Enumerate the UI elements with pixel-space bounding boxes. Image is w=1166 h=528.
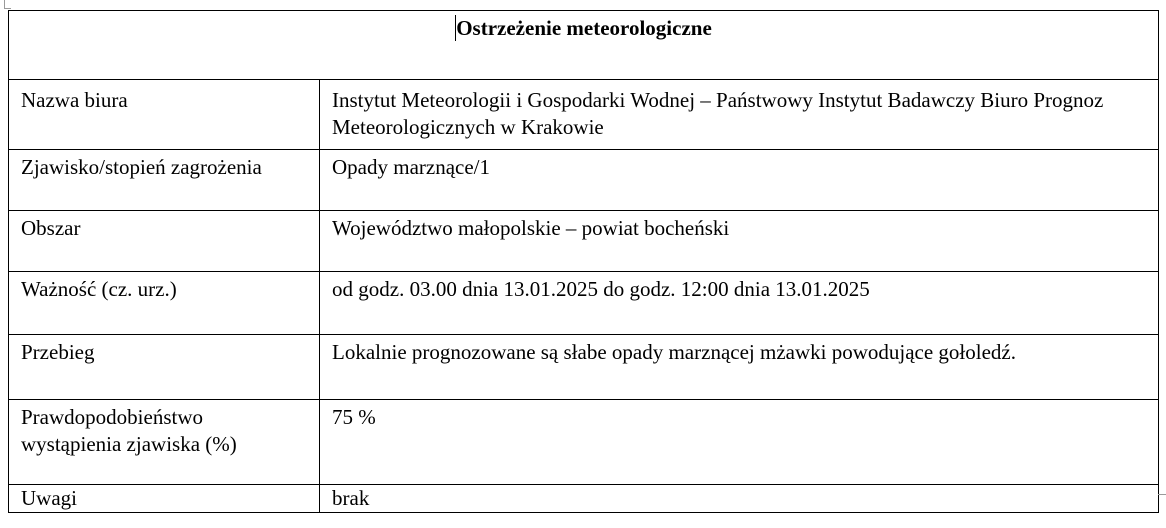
table-row: [9, 400, 1159, 485]
document-title: Ostrzeżenie meteorologiczne: [456, 16, 712, 40]
page-corner-mark: [4, 0, 11, 9]
table-row: [9, 335, 1159, 400]
row-value: Lokalnie prognozowane są słabe opady marznącej mżawki powodujące gołoledź.: [320, 335, 1159, 400]
row-value: od godz. 03.00 dnia 13.01.2025 do godz. 12:00 dnia 13.01.2025: [320, 272, 1159, 335]
row-label: Ważność (cz. urz.): [9, 272, 320, 335]
row-label: Przebieg: [9, 335, 320, 400]
table-row: [9, 211, 1159, 272]
row-label: Prawdopodobieństwo wystąpienia zjawiska (%): [9, 400, 320, 485]
table-row: [9, 80, 1159, 150]
row-label: Obszar: [9, 211, 320, 272]
row-value: brak: [320, 485, 1159, 513]
title-row: [9, 11, 1159, 80]
row-value: 75 %: [320, 400, 1159, 485]
table-row: [9, 150, 1159, 211]
row-label: Nazwa biura: [9, 80, 320, 150]
row-label: Uwagi: [9, 485, 320, 513]
warning-table: [8, 10, 1159, 513]
title-cell: [9, 11, 1159, 80]
page-edge-mark: [1158, 494, 1166, 495]
row-value: Instytut Meteorologii i Gospodarki Wodnej – Państwowy Instytut Badawczy Biuro Prognoz Meteorologicznych w Krakowie: [320, 80, 1159, 150]
table-row: [9, 485, 1159, 513]
row-label: Zjawisko/stopień zagrożenia: [9, 150, 320, 211]
table-row: [9, 272, 1159, 335]
row-value: Opady marznące/1: [320, 150, 1159, 211]
row-value: Województwo małopolskie – powiat bocheński: [320, 211, 1159, 272]
